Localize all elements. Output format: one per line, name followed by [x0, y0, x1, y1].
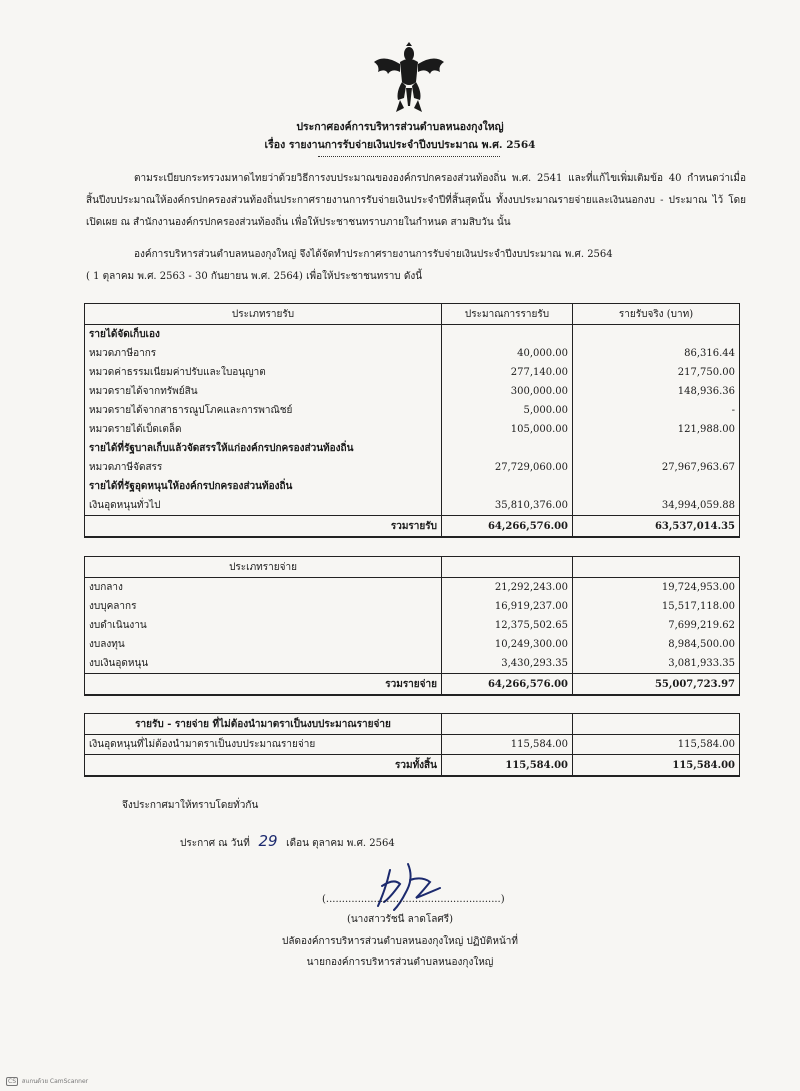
table-header-row [85, 714, 740, 735]
scanner-text: สแกนด้วย CamScanner [21, 1078, 89, 1085]
row-actual: 148,936.36 [573, 382, 740, 401]
total-actual: 115,584.00 [573, 755, 740, 777]
date-suffix: เดือน ตุลาคม พ.ศ. 2564 [286, 838, 395, 849]
row-actual: 34,994,059.88 [573, 496, 740, 516]
table-row [85, 363, 740, 382]
total-estimate: 64,266,576.00 [442, 516, 573, 538]
scanner-badge: CS [8, 1078, 16, 1085]
announcement-subject: เรื่อง รายงานการรับจ่ายเงินประจำปีงบประมาณ พ.ศ. 2564 [264, 139, 536, 151]
row-estimate [442, 477, 573, 496]
header-off-budget-type: รายรับ - รายจ่าย ที่ไม่ต้องนำมาตราเป็นงบประมาณรายจ่าย [85, 714, 442, 735]
row-estimate: 300,000.00 [442, 382, 573, 401]
total-estimate: 115,584.00 [442, 755, 573, 777]
row-estimate: 35,810,376.00 [442, 496, 573, 516]
table-row [85, 325, 740, 345]
row-label: หมวดภาษีอากร [85, 344, 442, 363]
header-income-type: ประเภทรายรับ [85, 304, 442, 325]
row-estimate: 277,140.00 [442, 363, 573, 382]
row-label: รายได้จัดเก็บเอง [85, 325, 442, 345]
row-estimate: 5,000.00 [442, 401, 573, 420]
header-estimate [442, 714, 573, 735]
row-label: รายได้ที่รัฐบาลเก็บแล้วจัดสรรให้แก่องค์กรปกครองส่วนท้องถิ่น [85, 439, 442, 458]
header-actual [573, 557, 740, 578]
row-estimate: 12,375,502.65 [442, 616, 573, 635]
table-header-row [85, 304, 740, 325]
row-label: หมวดรายได้จากสาธารณูปโภคและการพาณิชย์ [85, 401, 442, 420]
row-actual: - [573, 401, 740, 420]
header-expense-type: ประเภทรายจ่าย [85, 557, 442, 578]
table-row [85, 635, 740, 654]
total-row [85, 755, 740, 777]
row-estimate: 16,919,237.00 [442, 597, 573, 616]
table-row [85, 616, 740, 635]
row-estimate: 105,000.00 [442, 420, 573, 439]
row-label: งบลงทุน [85, 635, 442, 654]
row-estimate [442, 439, 573, 458]
row-actual: 7,699,219.62 [573, 616, 740, 635]
signer-name: (นางสาวรัชนี ลาดโลศรี) [346, 914, 454, 925]
header-estimate [442, 557, 573, 578]
announcement-title: ประกาศองค์การบริหารส่วนตำบลหนองกุงใหญ่ [296, 121, 504, 133]
row-label: งบเงินอุดหนุน [85, 654, 442, 674]
row-estimate: 21,292,243.00 [442, 578, 573, 598]
total-label: รวมรายรับ [85, 516, 442, 538]
row-estimate [442, 325, 573, 345]
row-actual: 217,750.00 [573, 363, 740, 382]
signature-line: (.......................................................) [322, 894, 505, 905]
scanner-watermark [6, 1076, 88, 1086]
row-estimate: 40,000.00 [442, 344, 573, 363]
table-header-row [85, 557, 740, 578]
total-label: รวมทั้งสิ้น [85, 755, 442, 777]
table-row [85, 477, 740, 496]
report-line-1: องค์การบริหารส่วนตำบลหนองกุงใหญ่ จึงได้จัดทำประกาศรายงานการรับจ่ายเงินประจำปีงบประมาณ พ.ศ. 2564 [134, 249, 613, 260]
table-row [85, 496, 740, 516]
announcement-date [180, 832, 395, 851]
row-actual: 121,988.00 [573, 420, 740, 439]
garuda-emblem-icon [370, 42, 448, 114]
row-actual [573, 439, 740, 458]
table-row [85, 458, 740, 477]
table-row [85, 439, 740, 458]
total-actual: 63,537,014.35 [573, 516, 740, 538]
row-actual: 15,517,118.00 [573, 597, 740, 616]
report-line-2: ( 1 ตุลาคม พ.ศ. 2563 - 30 กันยายน พ.ศ. 2564) เพื่อให้ประชาชนทราบ ดังนี้ [86, 271, 423, 282]
row-label: งบบุคลากร [85, 597, 442, 616]
row-actual [573, 477, 740, 496]
header-actual [573, 714, 740, 735]
row-label: งบดำเนินงาน [85, 616, 442, 635]
intro-paragraph [86, 168, 746, 234]
closing-statement: จึงประกาศมาให้ทราบโดยทั่วกัน [122, 800, 259, 811]
report-paragraph [86, 244, 746, 288]
row-actual: 115,584.00 [573, 735, 740, 755]
table-row [85, 344, 740, 363]
date-day-handwritten: 29 [258, 832, 278, 850]
row-label: งบกลาง [85, 578, 442, 598]
row-estimate: 3,430,293.35 [442, 654, 573, 674]
signer-position-acting: นายกองค์การบริหารส่วนตำบลหนองกุงใหญ่ [306, 957, 494, 968]
date-prefix: ประกาศ ณ วันที่ [180, 838, 250, 849]
expense-table [84, 556, 740, 696]
row-label: หมวดภาษีจัดสรร [85, 458, 442, 477]
intro-text: ตามระเบียบกระทรวงมหาดไทยว่าด้วยวิธีการงบประมาณขององค์กรปกครองส่วนท้องถิ่น พ.ศ. 2541 และที่แก้ไขเพิ่มเติมข้อ 40 กำหนดว่าเมื่อสิ้นปีงบประมาณให้องค์กรปกครองส่วนท้องถิ่นประกาศรายงานการรับจ่ายเงินประจำปีที่สิ้นสุดนั้น ทั้งงบประมาณรายจ่ายและเงินนอกงบ - ประมาณ ไว้ โดยเปิดเผย ณ สำนักงานองค์กรปกครองส่วนท้องถิ่น เพื่อให้ประชาชนทราบภายในกำหนด สามสิบวัน นั้น [86, 173, 746, 228]
row-label: หมวดรายได้จากทรัพย์สิน [85, 382, 442, 401]
table-row [85, 578, 740, 598]
table-row [85, 597, 740, 616]
table-row [85, 420, 740, 439]
row-actual: 3,081,933.35 [573, 654, 740, 674]
row-actual: 19,724,953.00 [573, 578, 740, 598]
off-budget-table [84, 713, 740, 777]
row-estimate: 115,584.00 [442, 735, 573, 755]
header-actual: รายรับจริง (บาท) [573, 304, 740, 325]
row-label: เงินอุดหนุนที่ไม่ต้องนำมาตราเป็นงบประมาณรายจ่าย [85, 735, 442, 755]
total-row [85, 674, 740, 696]
table-row [85, 382, 740, 401]
row-label: เงินอุดหนุนทั่วไป [85, 496, 442, 516]
table-row [85, 654, 740, 674]
signer-position: ปลัดองค์การบริหารส่วนตำบลหนองกุงใหญ่ ปฏิบัติหน้าที่ [282, 936, 518, 947]
table-row [85, 401, 740, 420]
row-label: หมวดรายได้เบ็ดเตล็ด [85, 420, 442, 439]
total-row [85, 516, 740, 538]
table-row [85, 735, 740, 755]
income-table [84, 303, 740, 538]
header-estimate: ประมาณการรายรับ [442, 304, 573, 325]
total-label: รวมรายจ่าย [85, 674, 442, 696]
title-divider [318, 156, 500, 157]
row-label: หมวดค่าธรรมเนียมค่าปรับและใบอนุญาต [85, 363, 442, 382]
row-estimate: 10,249,300.00 [442, 635, 573, 654]
row-actual: 27,967,963.67 [573, 458, 740, 477]
row-actual [573, 325, 740, 345]
row-actual: 8,984,500.00 [573, 635, 740, 654]
total-estimate: 64,266,576.00 [442, 674, 573, 696]
row-estimate: 27,729,060.00 [442, 458, 573, 477]
row-label: รายได้ที่รัฐอุดหนุนให้องค์กรปกครองส่วนท้องถิ่น [85, 477, 442, 496]
handwritten-signature-icon [360, 858, 450, 914]
row-actual: 86,316.44 [573, 344, 740, 363]
total-actual: 55,007,723.97 [573, 674, 740, 696]
